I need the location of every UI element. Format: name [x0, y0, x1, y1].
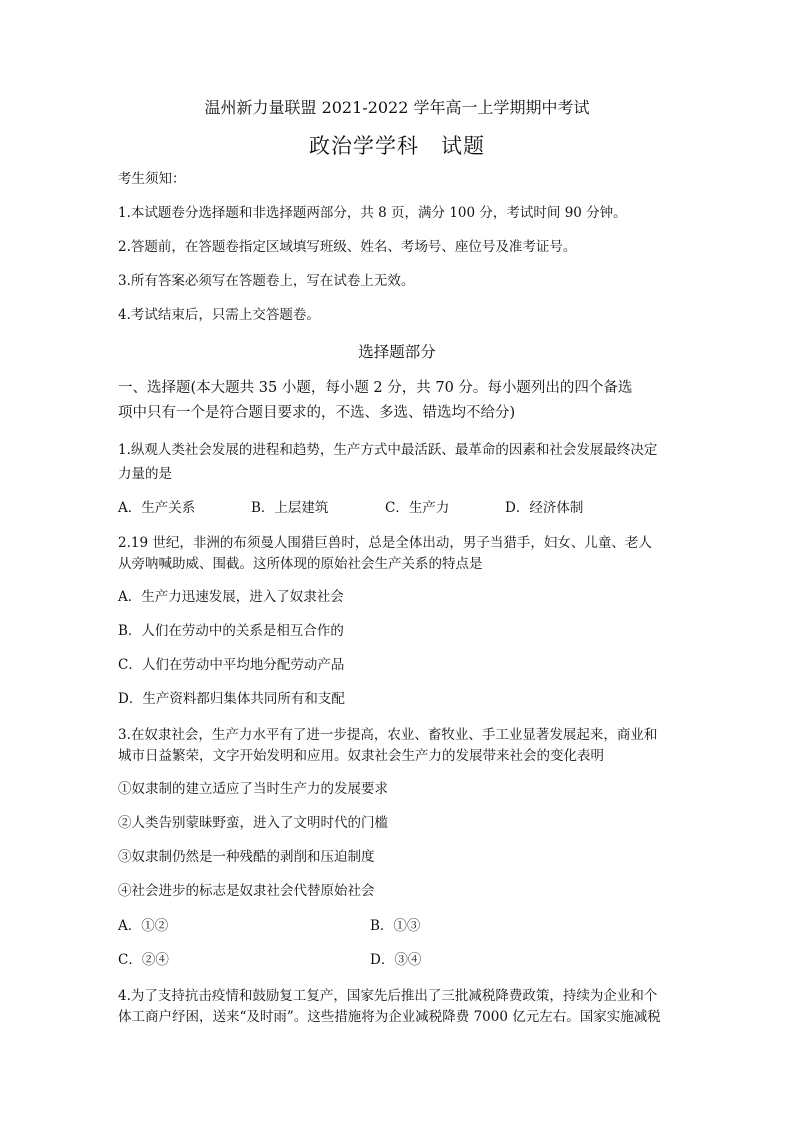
q2-option-a: A．生产力迅速发展，进入了奴隶社会 — [118, 589, 344, 605]
q3-statement-2: ②人类告别蒙昧野蛮，进入了文明时代的门槛 — [118, 815, 388, 831]
q1-option-a: A．生产关系 — [118, 500, 196, 516]
q1-stem-line-2: 力量的是 — [118, 466, 172, 482]
q2-option-d: D．生产资料都归集体共同所有和支配 — [118, 691, 345, 707]
q3-statement-3: ③奴隶制仍然是一种残酷的剥削和压迫制度 — [118, 849, 375, 865]
q1-options — [118, 500, 688, 517]
section-title: 选择题部分 — [358, 343, 436, 361]
notice-item-1: 1.本试题卷分选择题和非选择题两部分，共 8 页，满分 100 分，考试时间 90 分钟。 — [118, 205, 627, 221]
q3-option-b: B．①③ — [370, 918, 421, 934]
q3-stem-line-2: 城市日益繁荣，文字开始发明和应用。奴隶社会生产力的发展带来社会的变化表明 — [118, 748, 604, 764]
q4-stem-line-2: 体工商户纾困，送来“及时雨”。这些措施将为企业减税降费 7000 亿元左右。国家实施减税 — [118, 1009, 661, 1025]
q2-stem-line-1: 2.19 世纪，非洲的布须曼人围猎巨兽时，总是全体出动，男子当猎手，妇女、儿童、老人 — [118, 535, 652, 551]
q3-option-d: D．③④ — [370, 952, 422, 968]
q1-option-d: D．经济体制 — [505, 500, 584, 516]
notice-item-4: 4.考试结束后，只需上交答题卷。 — [118, 307, 320, 323]
q1-option-b: B．上层建筑 — [251, 500, 329, 516]
q1-option-c: C．生产力 — [385, 500, 450, 516]
exam-title: 温州新力量联盟 2021-2022 学年高一上学期期中考试 — [204, 98, 590, 117]
subject-title: 政治学学科 试题 — [309, 134, 485, 158]
q3-options-row-1 — [118, 918, 688, 935]
notice-item-3: 3.所有答案必须写在答题卷上，写在试卷上无效。 — [118, 273, 415, 289]
section-instructions-line-2: 项中只有一个是符合题目要求的，不选、多选、错选均不给分) — [118, 405, 516, 421]
notice-heading: 考生须知： — [118, 171, 186, 187]
q3-stem-line-1: 3.在奴隶社会，生产力水平有了进一步提高，农业、畜牧业、手工业显著发展起来，商业和 — [118, 727, 658, 743]
q2-option-b: B．人们在劳动中的关系是相互合作的 — [118, 623, 344, 639]
notice-item-2: 2.答题前，在答题卷指定区域填写班级、姓名、考场号、座位号及准考证号。 — [118, 239, 577, 255]
q1-stem-line-1: 1.纵观人类社会发展的进程和趋势，生产方式中最活跃、最革命的因素和社会发展最终决定 — [118, 442, 658, 458]
q3-option-a: A．①② — [118, 918, 169, 934]
q2-stem-line-2: 从旁呐喊助威、围截。这所体现的原始社会生产关系的特点是 — [118, 556, 483, 572]
section-instructions-line-1: 一、选择题(本大题共 35 小题，每小题 2 分，共 70 分。每小题列出的四个备选 — [118, 380, 633, 396]
q4-stem-line-1: 4.为了支持抗击疫情和鼓励复工复产，国家先后推出了三批减税降费政策，持续为企业和个 — [118, 988, 658, 1004]
q3-statement-4: ④社会进步的标志是奴隶社会代替原始社会 — [118, 883, 375, 899]
q3-statement-1: ①奴隶制的建立适应了当时生产力的发展要求 — [118, 781, 388, 797]
q3-options-row-2 — [118, 952, 688, 969]
q3-option-c: C．②④ — [118, 952, 169, 968]
q2-option-c: C．人们在劳动中平均地分配劳动产品 — [118, 657, 345, 673]
